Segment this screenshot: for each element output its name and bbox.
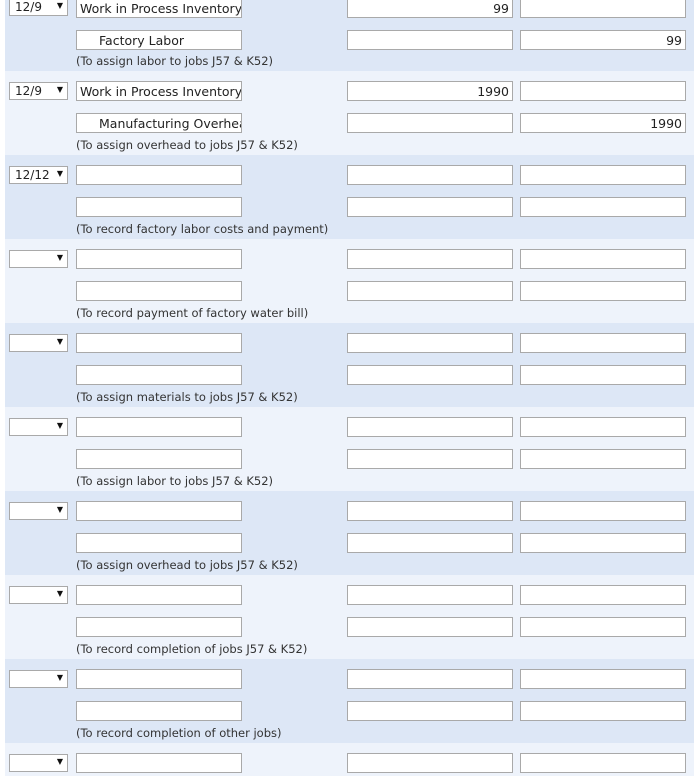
triangle-down-icon: ▼ (56, 253, 63, 262)
entry-description: (To record completion of jobs J57 & K52) (76, 642, 308, 656)
credit-account-input[interactable] (76, 30, 242, 50)
date-select[interactable] (9, 334, 68, 352)
debit-amount-input[interactable] (347, 165, 513, 185)
debit-account-input[interactable] (76, 753, 242, 773)
entry-description: (To assign overhead to jobs J57 & K52) (76, 138, 298, 152)
debit-amount-input[interactable] (347, 753, 513, 773)
debit-amount-input[interactable] (347, 533, 513, 553)
debit-account-input[interactable] (76, 585, 242, 605)
credit-account-input[interactable] (76, 701, 242, 721)
credit-account-input[interactable] (76, 533, 242, 553)
date-select[interactable] (9, 754, 68, 772)
debit-account-input[interactable] (76, 165, 242, 185)
entry-description: (To assign materials to jobs J57 & K52) (76, 390, 298, 404)
date-select[interactable] (9, 0, 68, 16)
credit-amount-input[interactable] (520, 701, 686, 721)
credit-amount-input[interactable] (520, 165, 686, 185)
credit-amount-input[interactable] (520, 669, 686, 689)
credit-amount-input[interactable] (520, 417, 686, 437)
credit-amount-input[interactable] (520, 30, 686, 50)
credit-account-input[interactable] (76, 617, 242, 637)
debit-account-input[interactable] (76, 81, 242, 101)
triangle-down-icon: ▼ (56, 421, 63, 430)
triangle-down-icon: ▼ (56, 673, 63, 682)
triangle-down-icon: ▼ (56, 1, 63, 10)
credit-account-input[interactable] (76, 197, 242, 217)
debit-account-input[interactable] (76, 417, 242, 437)
debit-amount-input[interactable] (347, 197, 513, 217)
credit-amount-input[interactable] (520, 81, 686, 101)
debit-amount-input[interactable] (347, 449, 513, 469)
credit-amount-input[interactable] (520, 753, 686, 773)
credit-amount-input[interactable] (520, 333, 686, 353)
entry-description: (To record completion of other jobs) (76, 726, 282, 740)
credit-amount-input[interactable] (520, 365, 686, 385)
debit-amount-input[interactable] (347, 113, 513, 133)
date-select[interactable] (9, 670, 68, 688)
debit-amount-input[interactable] (347, 501, 513, 521)
credit-account-input[interactable] (76, 281, 242, 301)
debit-amount-input[interactable] (347, 81, 513, 101)
date-select[interactable] (9, 502, 68, 520)
date-select[interactable] (9, 250, 68, 268)
credit-amount-input[interactable] (520, 113, 686, 133)
entry-description: (To assign labor to jobs J57 & K52) (76, 54, 274, 68)
date-select[interactable] (9, 418, 68, 436)
debit-amount-input[interactable] (347, 0, 513, 18)
debit-amount-input[interactable] (347, 365, 513, 385)
debit-amount-input[interactable] (347, 617, 513, 637)
debit-account-input[interactable] (76, 249, 242, 269)
date-value: 12/9 (15, 84, 42, 98)
credit-amount-input[interactable] (520, 533, 686, 553)
debit-amount-input[interactable] (347, 281, 513, 301)
debit-amount-input[interactable] (347, 669, 513, 689)
credit-amount-input[interactable] (520, 249, 686, 269)
credit-amount-input[interactable] (520, 0, 686, 18)
debit-account-input[interactable] (76, 0, 242, 18)
credit-amount-input[interactable] (520, 281, 686, 301)
debit-account-input[interactable] (76, 501, 242, 521)
debit-amount-input[interactable] (347, 585, 513, 605)
entry-description: (To record payment of factory water bill) (76, 306, 309, 320)
debit-amount-input[interactable] (347, 30, 513, 50)
triangle-down-icon: ▼ (56, 85, 63, 94)
debit-amount-input[interactable] (347, 417, 513, 437)
debit-amount-input[interactable] (347, 333, 513, 353)
debit-amount-input[interactable] (347, 701, 513, 721)
date-select[interactable] (9, 586, 68, 604)
credit-account-input[interactable] (76, 449, 242, 469)
triangle-down-icon: ▼ (56, 589, 63, 598)
triangle-down-icon: ▼ (56, 337, 63, 346)
triangle-down-icon: ▼ (56, 505, 63, 514)
credit-amount-input[interactable] (520, 585, 686, 605)
credit-amount-input[interactable] (520, 501, 686, 521)
triangle-down-icon: ▼ (56, 169, 63, 178)
entry-description: (To assign overhead to jobs J57 & K52) (76, 558, 298, 572)
debit-amount-input[interactable] (347, 249, 513, 269)
credit-account-input[interactable] (76, 365, 242, 385)
date-value: 12/12 (15, 168, 50, 182)
date-select[interactable] (9, 166, 68, 184)
entry-description: (To assign labor to jobs J57 & K52) (76, 474, 274, 488)
triangle-down-icon: ▼ (56, 757, 63, 766)
debit-account-input[interactable] (76, 669, 242, 689)
entry-description: (To record factory labor costs and payment) (76, 222, 329, 236)
credit-account-input[interactable] (76, 113, 242, 133)
credit-amount-input[interactable] (520, 449, 686, 469)
date-select[interactable] (9, 82, 68, 100)
date-value: 12/9 (15, 0, 42, 14)
credit-amount-input[interactable] (520, 197, 686, 217)
debit-account-input[interactable] (76, 333, 242, 353)
credit-amount-input[interactable] (520, 617, 686, 637)
